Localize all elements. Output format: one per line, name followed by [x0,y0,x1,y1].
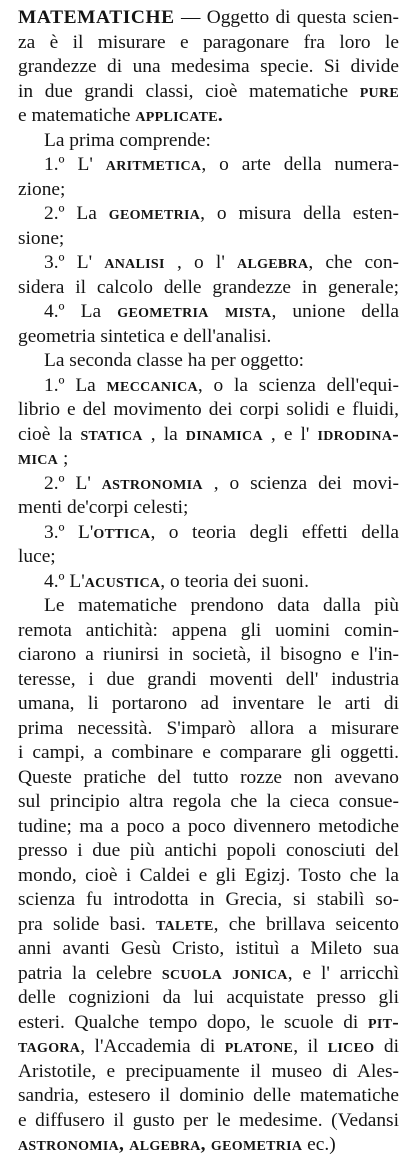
article-line [18,864,399,889]
article-line [18,913,399,938]
line-text: za è il misurare e paragonare fra loro le [18,31,399,53]
article-line [18,1035,399,1060]
article-line [18,374,399,399]
small-caps-term: dinamica [185,423,263,445]
line-text: 4.º L' [44,570,85,592]
line-text: , o teoria degli effetti della [150,521,399,543]
article-line [18,1011,399,1036]
article-line [18,472,399,497]
line-text: Queste pratiche del tutto rozze non avevano [18,766,399,788]
line-text: La seconda classe ha per oggetto: [44,350,305,371]
article-line [18,6,399,31]
small-caps-term: talete [156,913,214,935]
small-caps-term: geometria mista [117,301,272,322]
article-line [18,741,399,766]
line-text: , unione della [271,301,399,322]
line-text: anni avanti Gesù Cristo, istituì a Mileto sua [18,938,399,959]
line-text: — Oggetto di questa scien- [174,7,399,28]
line-text: 3.º L' [44,252,105,273]
article-line [18,839,399,864]
article-matematiche [18,6,399,1158]
line-text: grandezze di una medesima specie. Si divide [18,56,399,77]
line-text: 2.º L' [44,472,102,494]
small-caps-term: meccanica [106,374,198,396]
small-caps-term: statica [80,423,143,445]
small-caps-term: analisi [104,252,165,273]
line-text: menti de'corpi celesti; [18,497,189,518]
article-line [18,643,399,668]
small-caps-term: scuola jonica [161,962,288,984]
small-caps-term: pure [359,80,399,102]
line-text: , e l' [262,423,318,445]
line-text: , o scienza dei movi- [202,472,399,494]
small-caps-term: aritmetica [105,154,202,175]
article-line [18,227,399,252]
line-text: sidera il calcolo delle grandezze in generale; [18,276,399,298]
article-line [18,300,399,325]
line-text: sul principio altra regola che la cieca consue- [18,791,399,812]
article-line [18,104,399,129]
line-text: ec.) [302,1134,336,1155]
line-text: patria la celebre [18,962,162,984]
line-text: scienza fu introdotta in Grecia, si stabilì so- [18,889,399,910]
article-line [18,447,399,472]
article-line [18,888,399,913]
article-line [18,937,399,962]
line-text: librio e del movimento dei corpi solidi e fluidi, [18,399,399,420]
line-text: zione; [18,178,66,200]
line-text: luce; [18,546,56,567]
line-text: remota antichità: appena gli uomini comin- [18,619,399,641]
article-line [18,55,399,80]
line-text: ; [58,448,69,469]
article-line [18,594,399,619]
line-text: esteri. Qualche tempo dopo, le scuole di [18,1011,368,1033]
line-text: Aristotile, e precipuamente il museo di Ales- [18,1060,399,1082]
line-text: La prima comprende: [44,129,211,151]
article-line [18,692,399,717]
line-text: umana, li portarono ad inventare le arti di [18,693,399,714]
small-caps-term: applicate. [135,105,224,126]
small-caps-term: geometria [108,203,201,224]
line-text: pra solide basi. [18,913,157,935]
line-text: , e l' arricchì [287,962,399,984]
line-text: 1.º La [44,374,107,396]
article-line [18,153,399,178]
small-caps-term: pit- [368,1011,399,1033]
article-line [18,1133,399,1158]
article-line [18,31,399,56]
line-text: tudine; ma a poco a poco divennero metodiche [18,815,399,837]
small-caps-term: algebra [237,252,309,273]
line-text: , il [293,1036,328,1057]
line-text: prima necessità. S'imparò allora a misurare [18,717,399,739]
article-line [18,1109,399,1134]
article-line [18,496,399,521]
article-line [18,986,399,1011]
line-text: e matematiche [18,105,136,126]
line-text: ciarono a riunirsi in società, il bisogno e l'in- [18,644,399,665]
line-text: , o arte della numera- [201,154,399,175]
article-line [18,717,399,742]
small-caps-term: acustica [84,570,161,592]
article-line [18,349,399,374]
article-line [18,619,399,644]
line-text: teresse, i due grandi moventi dell' industria [18,668,399,690]
small-caps-term: mica [18,448,59,469]
line-text: e diffusero il gusto per le medesime. (Vedansi [18,1109,399,1131]
line-text: sione; [18,227,65,249]
article-line [18,423,399,448]
line-text: , o l' [164,252,238,273]
line-text: 2.º La [44,203,109,224]
article-line [18,815,399,840]
small-caps-term: astronomia [101,472,203,494]
line-text: , o misura della esten- [200,203,399,224]
line-text: , che con- [308,252,399,273]
line-text: 1.º L' [44,154,106,175]
line-text: , l'Accademia di [80,1036,225,1057]
small-caps-term: idrodina- [317,423,399,445]
line-text: sandria, estesero il dominio delle matematiche [18,1085,399,1106]
line-text: , che brillava seicento [213,913,399,935]
small-caps-term: platone [224,1036,294,1057]
line-text: delle cognizioni da lui acquistate presso gli [18,987,399,1008]
line-text: di [374,1036,399,1057]
line-text: 3.º L' [44,521,94,543]
line-text: , o teoria dei suoni. [160,570,309,592]
article-line [18,276,399,301]
line-text: geometria sintetica e dell'analisi. [18,325,272,347]
line-text: cioè la [18,423,81,445]
line-text: in due grandi classi, cioè matematiche [18,80,360,102]
article-line [18,790,399,815]
small-caps-term: ottica [93,521,151,543]
small-caps-term: liceo [327,1036,375,1057]
line-text: mondo, cioè i Caldei e gli Egizj. Tosto che la [18,864,399,886]
article-line [18,1084,399,1109]
article-line [18,178,399,203]
article-line [18,398,399,423]
article-line [18,545,399,570]
line-text: i campi, a combinare e comparare gli oggetti. [18,742,399,763]
article-line [18,1060,399,1085]
line-text: 4.º La [44,301,118,322]
line-text: presso i due più antichi popoli conosciuti del [18,840,399,861]
article-line [18,80,399,105]
entry-term: MATEMATICHE [18,7,175,28]
line-text: , la [142,423,186,445]
article-line [18,202,399,227]
article-line [18,962,399,987]
line-text: , o la scienza dell'equi- [197,374,399,396]
article-line [18,129,399,154]
article-line [18,570,399,595]
line-text: Le matematiche prendono data dalla più [44,595,399,616]
article-line [18,668,399,693]
small-caps-term: astronomia, algebra, geometria [18,1134,303,1155]
article-line [18,521,399,546]
article-line [18,325,399,350]
article-line [18,766,399,791]
article-line [18,251,399,276]
small-caps-term: tagora [18,1036,81,1057]
